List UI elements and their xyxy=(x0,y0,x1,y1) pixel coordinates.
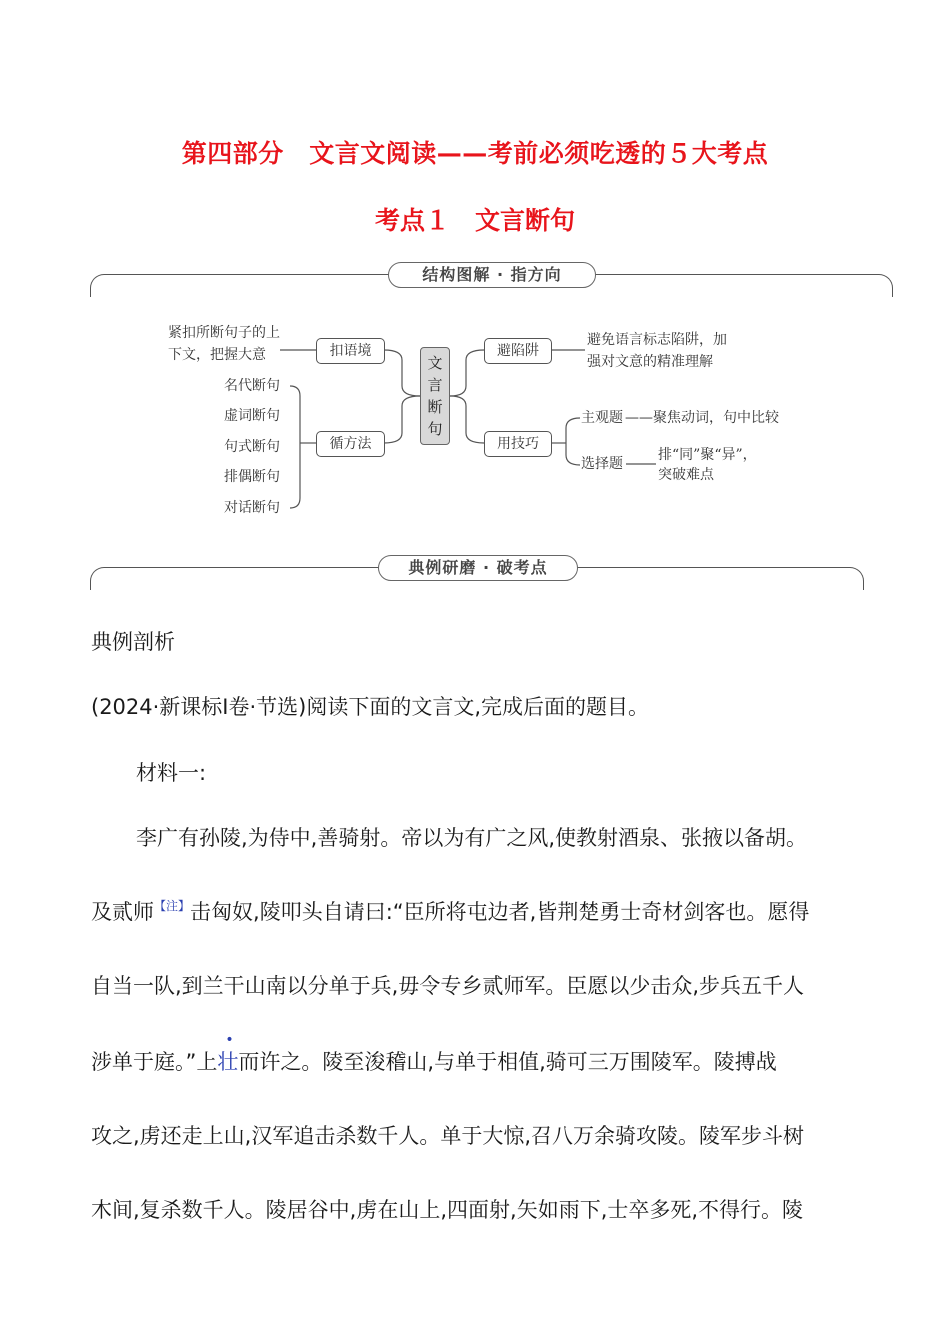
bi-note-line2: 强对文意的精准理解 xyxy=(587,354,713,370)
text-line-2b: 击匈奴,陵叩头自请曰:“臣所将屯边者,皆荆楚勇士奇材剑客也。愿得 xyxy=(190,900,810,924)
xun-fangfa-box: 循方法 xyxy=(316,431,385,457)
xun-item-2: 虚词断句 xyxy=(224,408,280,424)
text-line-4b: 而许之。陵至浚稽山,与单于相值,骑可三万围陵军。陵搏战 xyxy=(238,1050,777,1074)
xun-item-1: 名代断句 xyxy=(224,378,280,394)
text-line-4 xyxy=(91,1032,777,1076)
xun-item-4: 排偶断句 xyxy=(224,469,280,485)
mindmap-connectors xyxy=(0,0,950,560)
emphasized-word xyxy=(217,1032,239,1074)
center-char-3: 断 xyxy=(427,398,443,416)
center-char-1: 文 xyxy=(427,354,443,372)
subjective-text: ——聚焦动词，句中比较 xyxy=(625,410,779,426)
choice-label: 选择题 xyxy=(581,456,623,472)
structure-banner-label: 结构图解 · 指方向 xyxy=(388,262,596,288)
text-line-1: 李广有孙陵,为侍中,善骑射。帝以为有广之风,使教射酒泉、张掖以备胡。 xyxy=(136,826,808,850)
material-label: 材料一: xyxy=(136,761,207,785)
yong-jiqiao-box: 用技巧 xyxy=(484,431,552,457)
choice-text-line2: 突破难点 xyxy=(658,467,714,483)
xun-item-5: 对话断句 xyxy=(224,500,280,516)
emphasized-char: 壮 xyxy=(217,1050,239,1074)
center-char-4: 句 xyxy=(427,420,443,438)
bi-xianjing-box: 避陷阱 xyxy=(484,338,552,364)
text-line-5: 攻之,虏还走上山,汉军追击杀数千人。单于大惊,召八万余骑攻陵。陵军步斗树 xyxy=(91,1124,805,1148)
section-heading: 典例剖析 xyxy=(91,630,175,654)
note-marker[interactable]: 【注】 xyxy=(154,899,191,913)
text-line-2a: 及贰师 xyxy=(91,900,154,924)
section-title: 考点１ 文言断句 xyxy=(374,206,575,235)
subjective-label: 主观题 xyxy=(581,410,623,426)
examples-banner xyxy=(90,553,864,593)
kou-note-line1: 紧扣所断句子的上 xyxy=(168,325,280,341)
emphasis-dot: • xyxy=(225,1032,234,1048)
center-box xyxy=(420,347,450,445)
text-line-6: 木间,复杀数千人。陵居谷中,虏在山上,四面射,矢如雨下,士卒多死,不得行。陵 xyxy=(91,1198,804,1222)
source-line: (2024·新课标Ⅰ卷·节选)阅读下面的文言文,完成后面的题目。 xyxy=(91,695,650,719)
kou-yujing-box: 扣语境 xyxy=(316,338,385,364)
text-line-4a: 涉单于庭。”上 xyxy=(91,1050,218,1074)
kou-note-line2: 下文，把握大意 xyxy=(168,347,266,363)
page-title: 第四部分 文言文阅读——考前必须吃透的５大考点 xyxy=(181,139,769,168)
choice-text-line1: 排“同”聚“异”， xyxy=(658,447,757,463)
text-line-3: 自当一队,到兰干山南以分单于兵,毋令专乡贰师军。臣愿以少击众,步兵五千人 xyxy=(91,974,805,998)
bi-note-line1: 避免语言标志陷阱，加 xyxy=(587,332,727,348)
text-line-2 xyxy=(91,896,809,926)
examples-banner-label: 典例研磨 · 破考点 xyxy=(378,555,578,581)
center-char-2: 言 xyxy=(427,376,443,394)
xun-item-3: 句式断句 xyxy=(224,439,280,455)
